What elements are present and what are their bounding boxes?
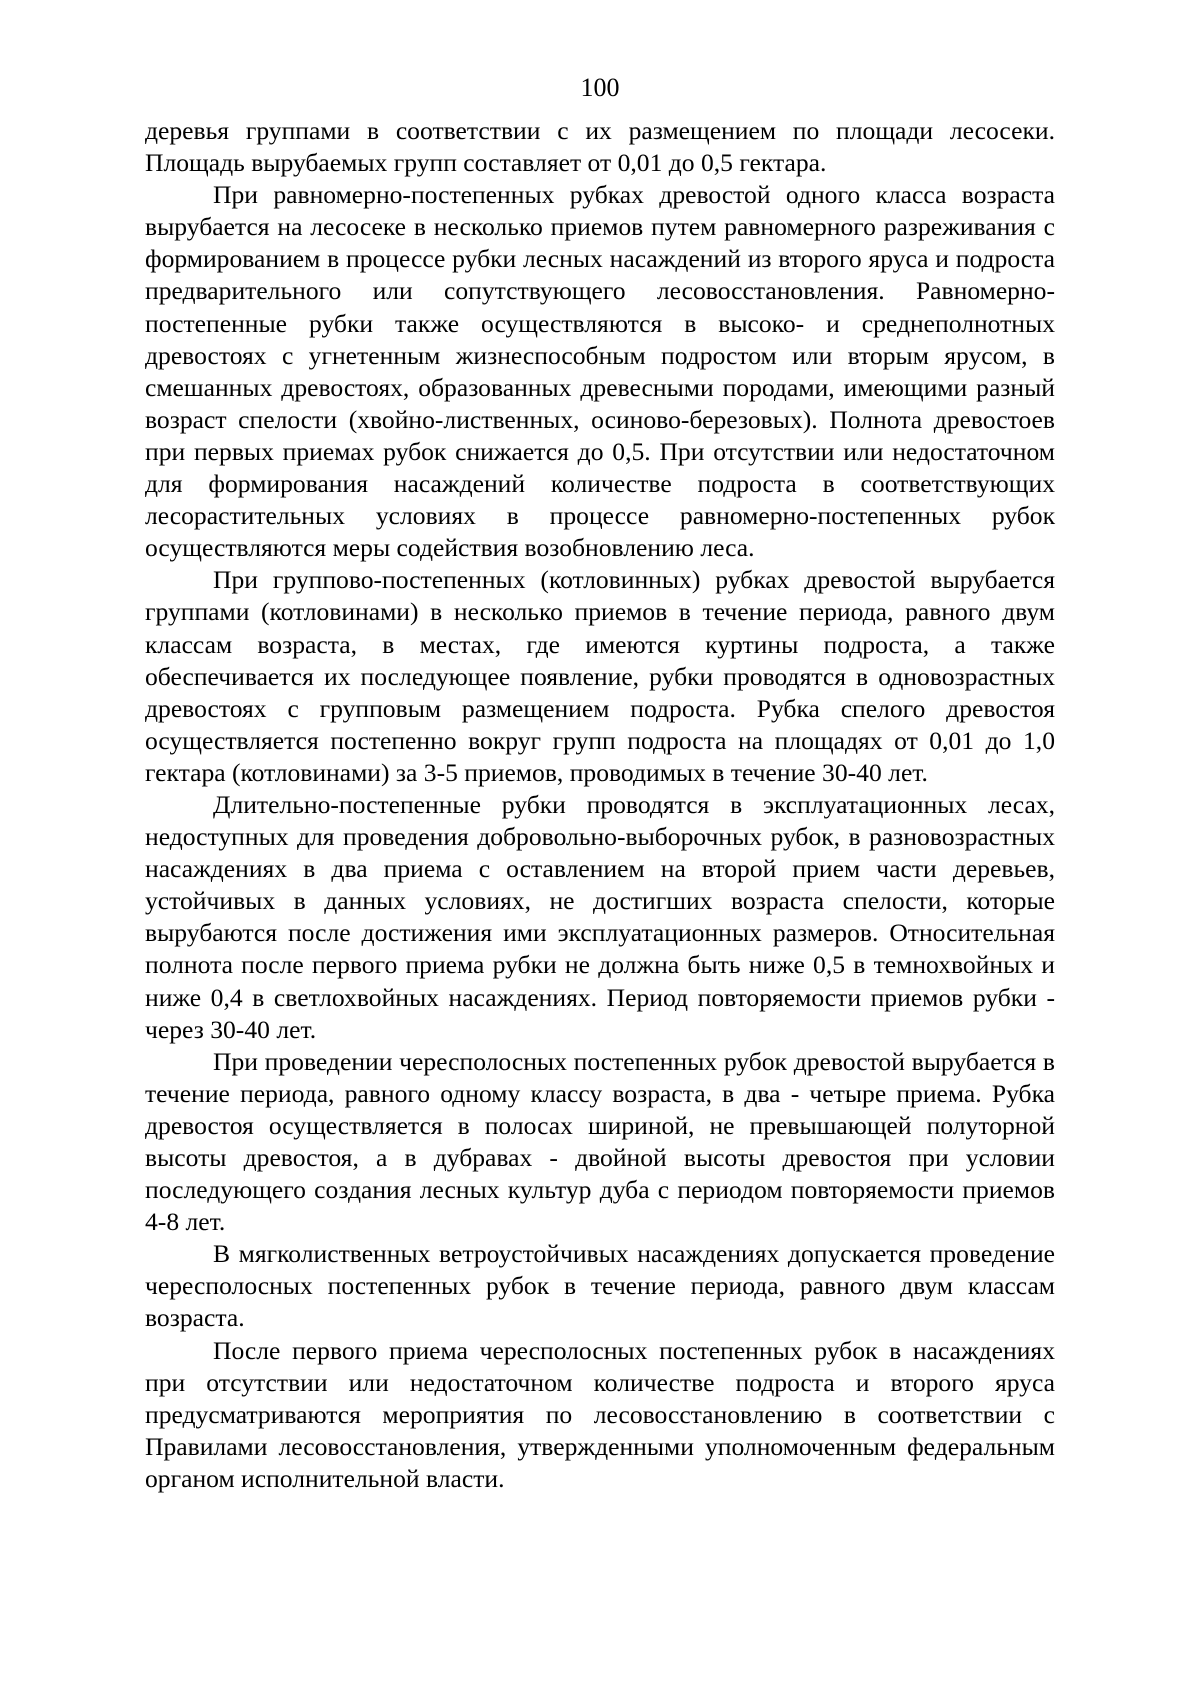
- page-number: 100: [580, 73, 620, 102]
- paragraph-continuation: деревья группами в соответствии с их размещением по площади лесосеки. Площадь вырубаемых групп составляет от 0,01 до 0,5 гектара.: [145, 116, 1055, 178]
- paragraph-reforestation-measures: После первого приема чересполосных постепенных рубок в насаждениях при отсутствии или недостаточном количестве подроста и второго яруса предусматриваются мероприятия по лесовосстановлению в соответствии с Правилами лесовосстановления, утвержденными уполномоченным федеральным органом исполнительной власти.: [145, 1335, 1055, 1493]
- paragraph-uniform-gradual-cutting: При равномерно-постепенных рубках древостой одного класса возраста вырубается на лесосеке в несколько приемов путем равномерного разреживания с формированием в процессе рубки лесных насаждений из второго яруса и подроста предварительного или сопутствующего лесовосстановления. Равномерно-постепенные рубки также осуществляются в высоко- и среднеполнотных древостоях с угнетенным жизнеспособным подростом или вторым ярусом, в смешанных древостоях, образованных древесными породами, имеющими разный возраст спелости (хвойно-лиственных, осиново-березовых). Полнота древостоев при первых приемах рубок снижается до 0,5. При отсутствии или недостаточном для формирования насаждений количестве подроста в соответствующих лесорастительных условиях в процессе равномерно-постепенных рубок осуществляются меры содействия возобновлению леса.: [145, 180, 1055, 563]
- document-body: [145, 115, 1055, 1495]
- paragraph-soft-deciduous-stands: В мягколиственных ветроустойчивых насаждениях допускается проведение чересполосных постепенных рубок в течение периода, равного двум классам возраста.: [145, 1239, 1055, 1333]
- paragraph-strip-gradual-cutting: При проведении чересполосных постепенных рубок древостой вырубается в течение периода, равного одному классу возраста, в два - четыре приема. Рубка древостоя осуществляется в полосах шириной, не превышающей полуторной высоты древостоя, а в дубравах - двойной высоты древостоя при условии последующего создания лесных культур дуба с периодом повторяемости приемов 4-8 лет.: [145, 1046, 1055, 1237]
- paragraph-group-gradual-cutting: При группово-постепенных (котловинных) рубках древостой вырубается группами (котловинами) в несколько приемов в течение периода, равного двум классам возраста, в местах, где имеются куртины подроста, а также обеспечивается их последующее появление, рубки проводятся в одновозрастных древостоях с групповым размещением подроста. Рубка спелого древостоя осуществляется постепенно вокруг групп подроста на площадях от 0,01 до 1,0 гектара (котловинами) за 3-5 приемов, проводимых в течение 30-40 лет.: [145, 565, 1055, 787]
- paragraph-long-term-gradual-cutting: Длительно-постепенные рубки проводятся в эксплуатационных лесах, недоступных для проведения добровольно-выборочных рубок, в разновозрастных насаждениях в два приема с оставлением на второй прием части деревьев, устойчивых в данных условиях, не достигших возраста спелости, которые вырубаются после достижения ими эксплуатационных размеров. Относительная полнота после первого приема рубки не должна быть ниже 0,5 в темнохвойных и ниже 0,4 в светлохвойных насаждениях. Период повторяемости приемов рубки - через 30-40 лет.: [145, 789, 1055, 1044]
